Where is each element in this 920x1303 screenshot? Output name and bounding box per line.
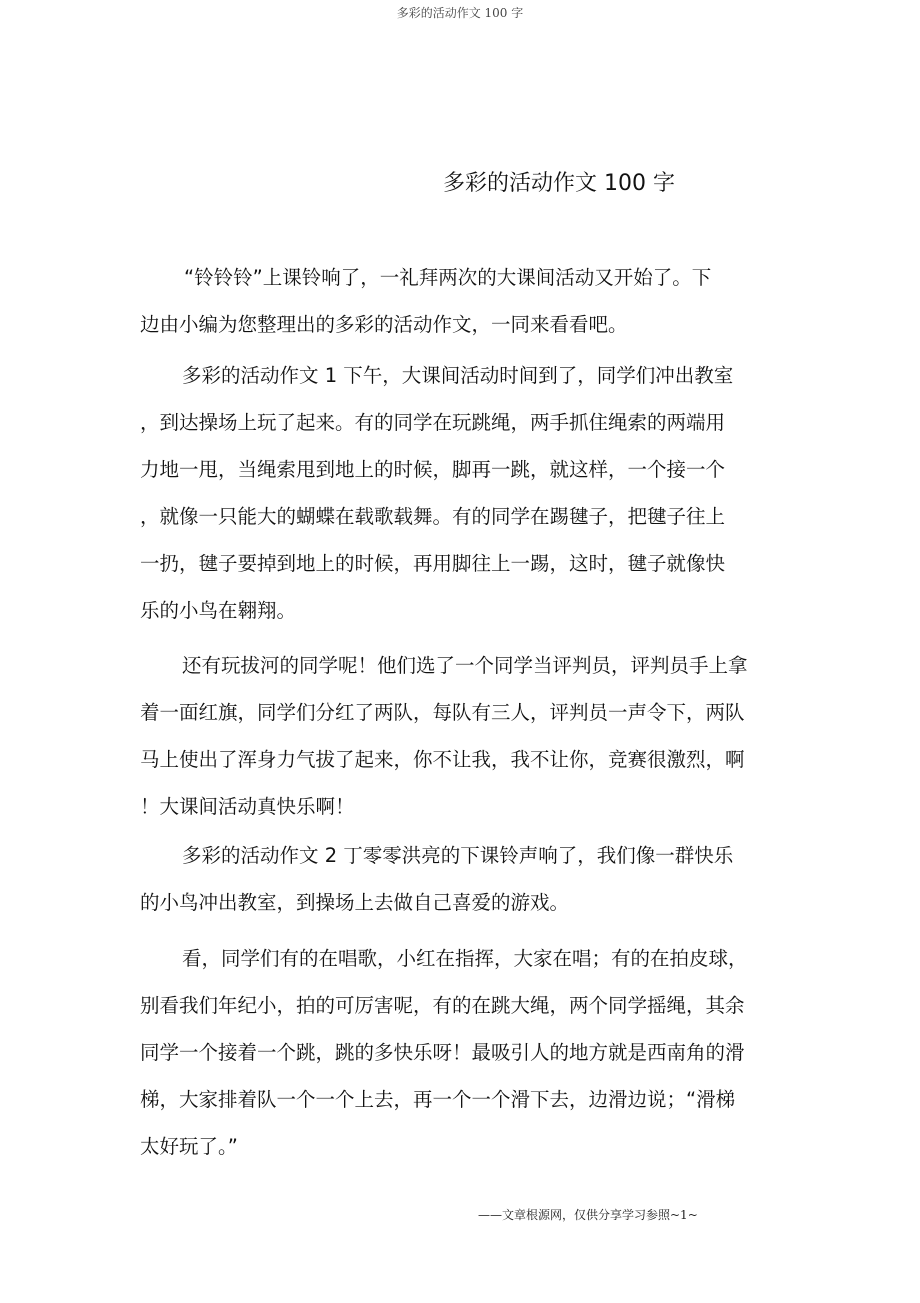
paragraph-tug-of-war bbox=[140, 642, 780, 830]
paragraph-line: 马上使出了浑身力气拔了起来，你不让我，我不让你，竞赛很激烈，啊 bbox=[140, 748, 745, 771]
paragraph-line: 边由小编为您整理出的多彩的活动作文，一同来看看吧。 bbox=[140, 313, 628, 336]
paragraph-line: 的小鸟冲出教室，到操场上去做自己喜爱的游戏。 bbox=[140, 891, 570, 914]
paragraph-line: 一扔，毽子要掉到地上的时候，再用脚往上一踢，这时，毽子就像快 bbox=[140, 552, 726, 575]
paragraph-line: 同学一个接着一个跳，跳的多快乐呀！最吸引人的地方就是西南角的滑 bbox=[140, 1041, 745, 1064]
paragraph-line: 梯，大家排着队一个一个上去，再一个一个滑下去，边滑边说；“滑梯 bbox=[140, 1088, 736, 1111]
paragraph-line: 着一面红旗，同学们分红了两队，每队有三人，评判员一声令下，两队 bbox=[140, 701, 745, 724]
paragraph-line: 力地一甩，当绳索甩到地上的时候，脚再一跳，就这样，一个接一个 bbox=[140, 458, 726, 481]
page-footer: ——文章根源网，仅供分享学习参照~1~ bbox=[478, 1208, 698, 1222]
running-header: 多彩的活动作文 100 字 bbox=[396, 6, 524, 20]
paragraph-line: “铃铃铃”上课铃响了，一礼拜两次的大课间活动又开始了。下 bbox=[184, 266, 712, 289]
paragraph-line: 还有玩拔河的同学呢！他们选了一个同学当评判员，评判员手上拿 bbox=[182, 654, 748, 677]
paragraph-line: 太好玩了。” bbox=[140, 1135, 238, 1158]
paragraph-line: 乐的小鸟在翱翔。 bbox=[140, 599, 297, 622]
paragraph-line: ！大课间活动真快乐啊！ bbox=[140, 795, 355, 818]
paragraph-line: 别看我们年纪小，拍的可厉害呢，有的在跳大绳，两个同学摇绳，其余 bbox=[140, 994, 745, 1017]
paragraph-intro bbox=[140, 254, 780, 348]
paragraph-essay-1 bbox=[140, 352, 780, 634]
document-title: 多彩的活动作文 100 字 bbox=[443, 171, 675, 196]
paragraph-line: 多彩的活动作文 2 丁零零洪亮的下课铃声响了，我们像一群快乐 bbox=[182, 844, 734, 867]
paragraph-essay-2 bbox=[140, 832, 780, 926]
paragraph-line: ，就像一只能大的蝴蝶在载歌载舞。有的同学在踢毽子，把毽子往上 bbox=[140, 505, 726, 528]
paragraph-line: 看，同学们有的在唱歌，小红在指挥，大家在唱；有的在拍皮球， bbox=[182, 947, 748, 970]
paragraph-playground bbox=[140, 935, 780, 1170]
paragraph-line: 多彩的活动作文 1 下午，大课间活动时间到了，同学们冲出教室 bbox=[182, 364, 734, 387]
paragraph-line: ，到达操场上玩了起来。有的同学在玩跳绳，两手抓住绳索的两端用 bbox=[140, 411, 726, 434]
